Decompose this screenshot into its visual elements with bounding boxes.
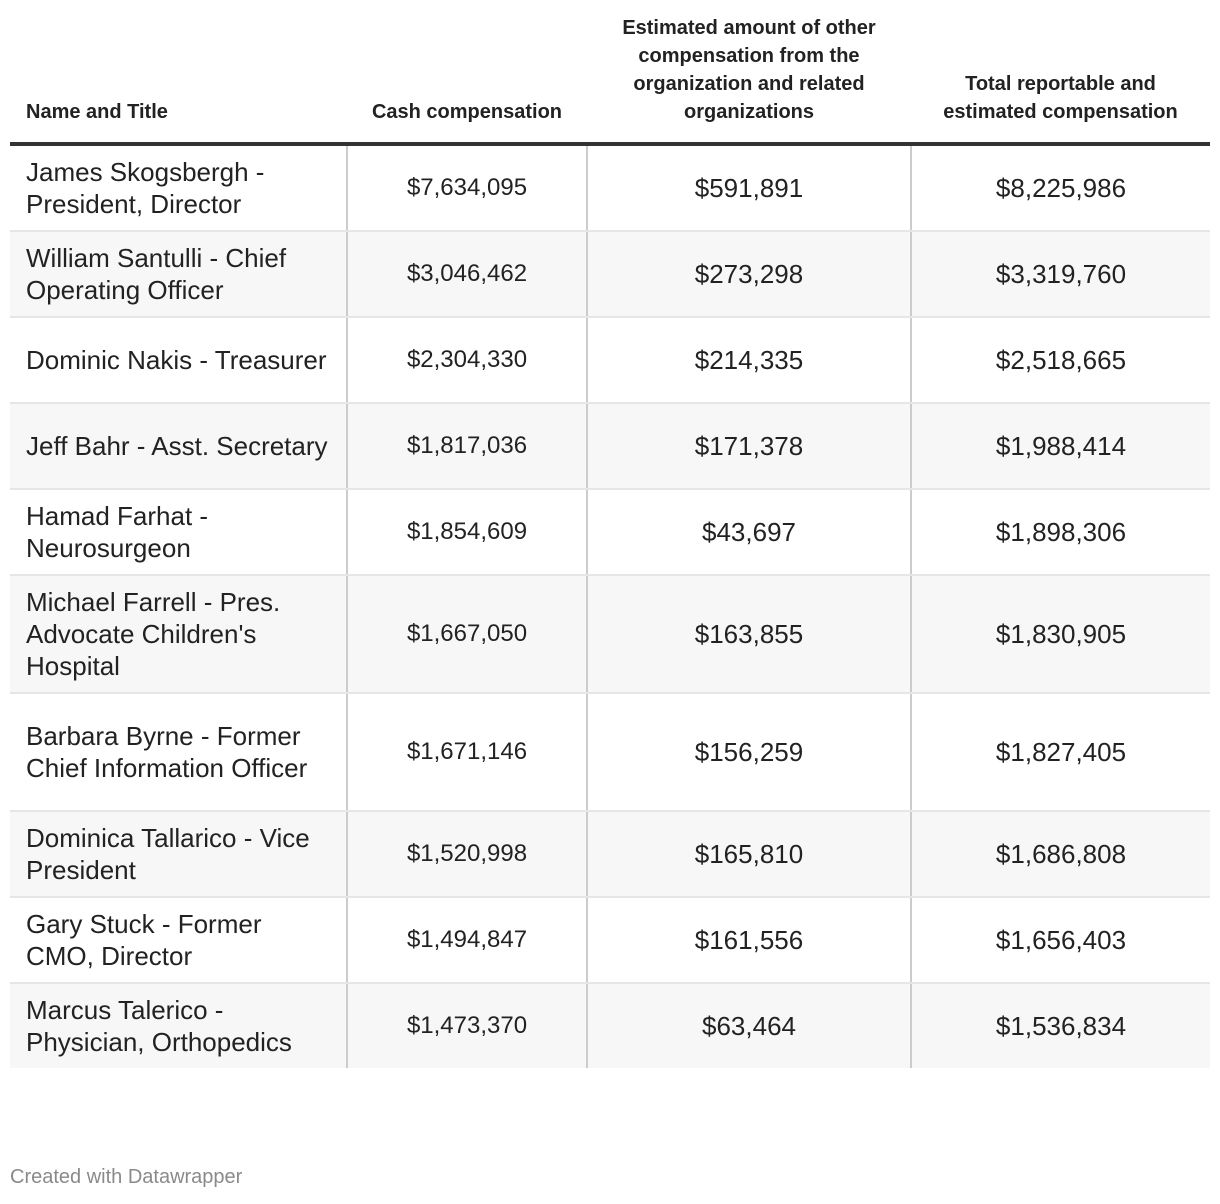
cell-total: $3,319,760 (911, 231, 1210, 317)
header-cash-compensation[interactable]: Cash compensation (347, 0, 587, 144)
cell-cash: $1,854,609 (347, 489, 587, 575)
table-header-row (10, 0, 1210, 144)
cell-other: $161,556 (587, 897, 911, 983)
cell-total: $1,656,403 (911, 897, 1210, 983)
cell-other: $156,259 (587, 693, 911, 811)
cell-total: $1,830,905 (911, 575, 1210, 693)
cell-other: $214,335 (587, 317, 911, 403)
cell-cash: $1,473,370 (347, 983, 587, 1068)
compensation-table-container (10, 0, 1210, 1068)
cell-other: $273,298 (587, 231, 911, 317)
cell-name-title: Michael Farrell - Pres. Advocate Children's Hospital (10, 575, 347, 693)
cell-cash: $1,671,146 (347, 693, 587, 811)
cell-total: $8,225,986 (911, 144, 1210, 231)
cell-cash: $2,304,330 (347, 317, 587, 403)
cell-cash: $1,817,036 (347, 403, 587, 489)
table-row (10, 811, 1210, 897)
cell-name-title: William Santulli - Chief Operating Officer (10, 231, 347, 317)
cell-name-title: Barbara Byrne - Former Chief Information Officer (10, 693, 347, 811)
table-row (10, 693, 1210, 811)
cell-name-title: Gary Stuck - Former CMO, Director (10, 897, 347, 983)
cell-other: $171,378 (587, 403, 911, 489)
table-row (10, 231, 1210, 317)
cell-other: $163,855 (587, 575, 911, 693)
table-row (10, 403, 1210, 489)
table-row (10, 575, 1210, 693)
cell-cash: $7,634,095 (347, 144, 587, 231)
cell-total: $1,898,306 (911, 489, 1210, 575)
cell-total: $1,827,405 (911, 693, 1210, 811)
cell-name-title: Hamad Farhat - Neurosurgeon (10, 489, 347, 575)
cell-name-title: James Skogsbergh - President, Director (10, 144, 347, 231)
table-row (10, 144, 1210, 231)
cell-total: $1,536,834 (911, 983, 1210, 1068)
cell-cash: $1,520,998 (347, 811, 587, 897)
cell-other: $165,810 (587, 811, 911, 897)
cell-total: $2,518,665 (911, 317, 1210, 403)
cell-total: $1,988,414 (911, 403, 1210, 489)
cell-name-title: Dominic Nakis - Treasurer (10, 317, 347, 403)
table-row (10, 897, 1210, 983)
header-other-compensation[interactable]: Estimated amount of other compensation from the organization and related organizations (587, 0, 911, 144)
table-row (10, 489, 1210, 575)
cell-name-title: Marcus Talerico - Physician, Orthopedics (10, 983, 347, 1068)
cell-cash: $3,046,462 (347, 231, 587, 317)
header-name-and-title[interactable]: Name and Title (10, 0, 347, 144)
datawrapper-credit[interactable]: Created with Datawrapper (10, 1166, 243, 1188)
cell-cash: $1,667,050 (347, 575, 587, 693)
cell-total: $1,686,808 (911, 811, 1210, 897)
cell-name-title: Jeff Bahr - Asst. Secretary (10, 403, 347, 489)
cell-name-title: Dominica Tallarico - Vice President (10, 811, 347, 897)
cell-other: $591,891 (587, 144, 911, 231)
table-row (10, 317, 1210, 403)
header-total-compensation[interactable]: Total reportable and estimated compensation (911, 0, 1210, 144)
compensation-table (10, 0, 1210, 1068)
cell-other: $63,464 (587, 983, 911, 1068)
cell-cash: $1,494,847 (347, 897, 587, 983)
cell-other: $43,697 (587, 489, 911, 575)
table-row (10, 983, 1210, 1068)
